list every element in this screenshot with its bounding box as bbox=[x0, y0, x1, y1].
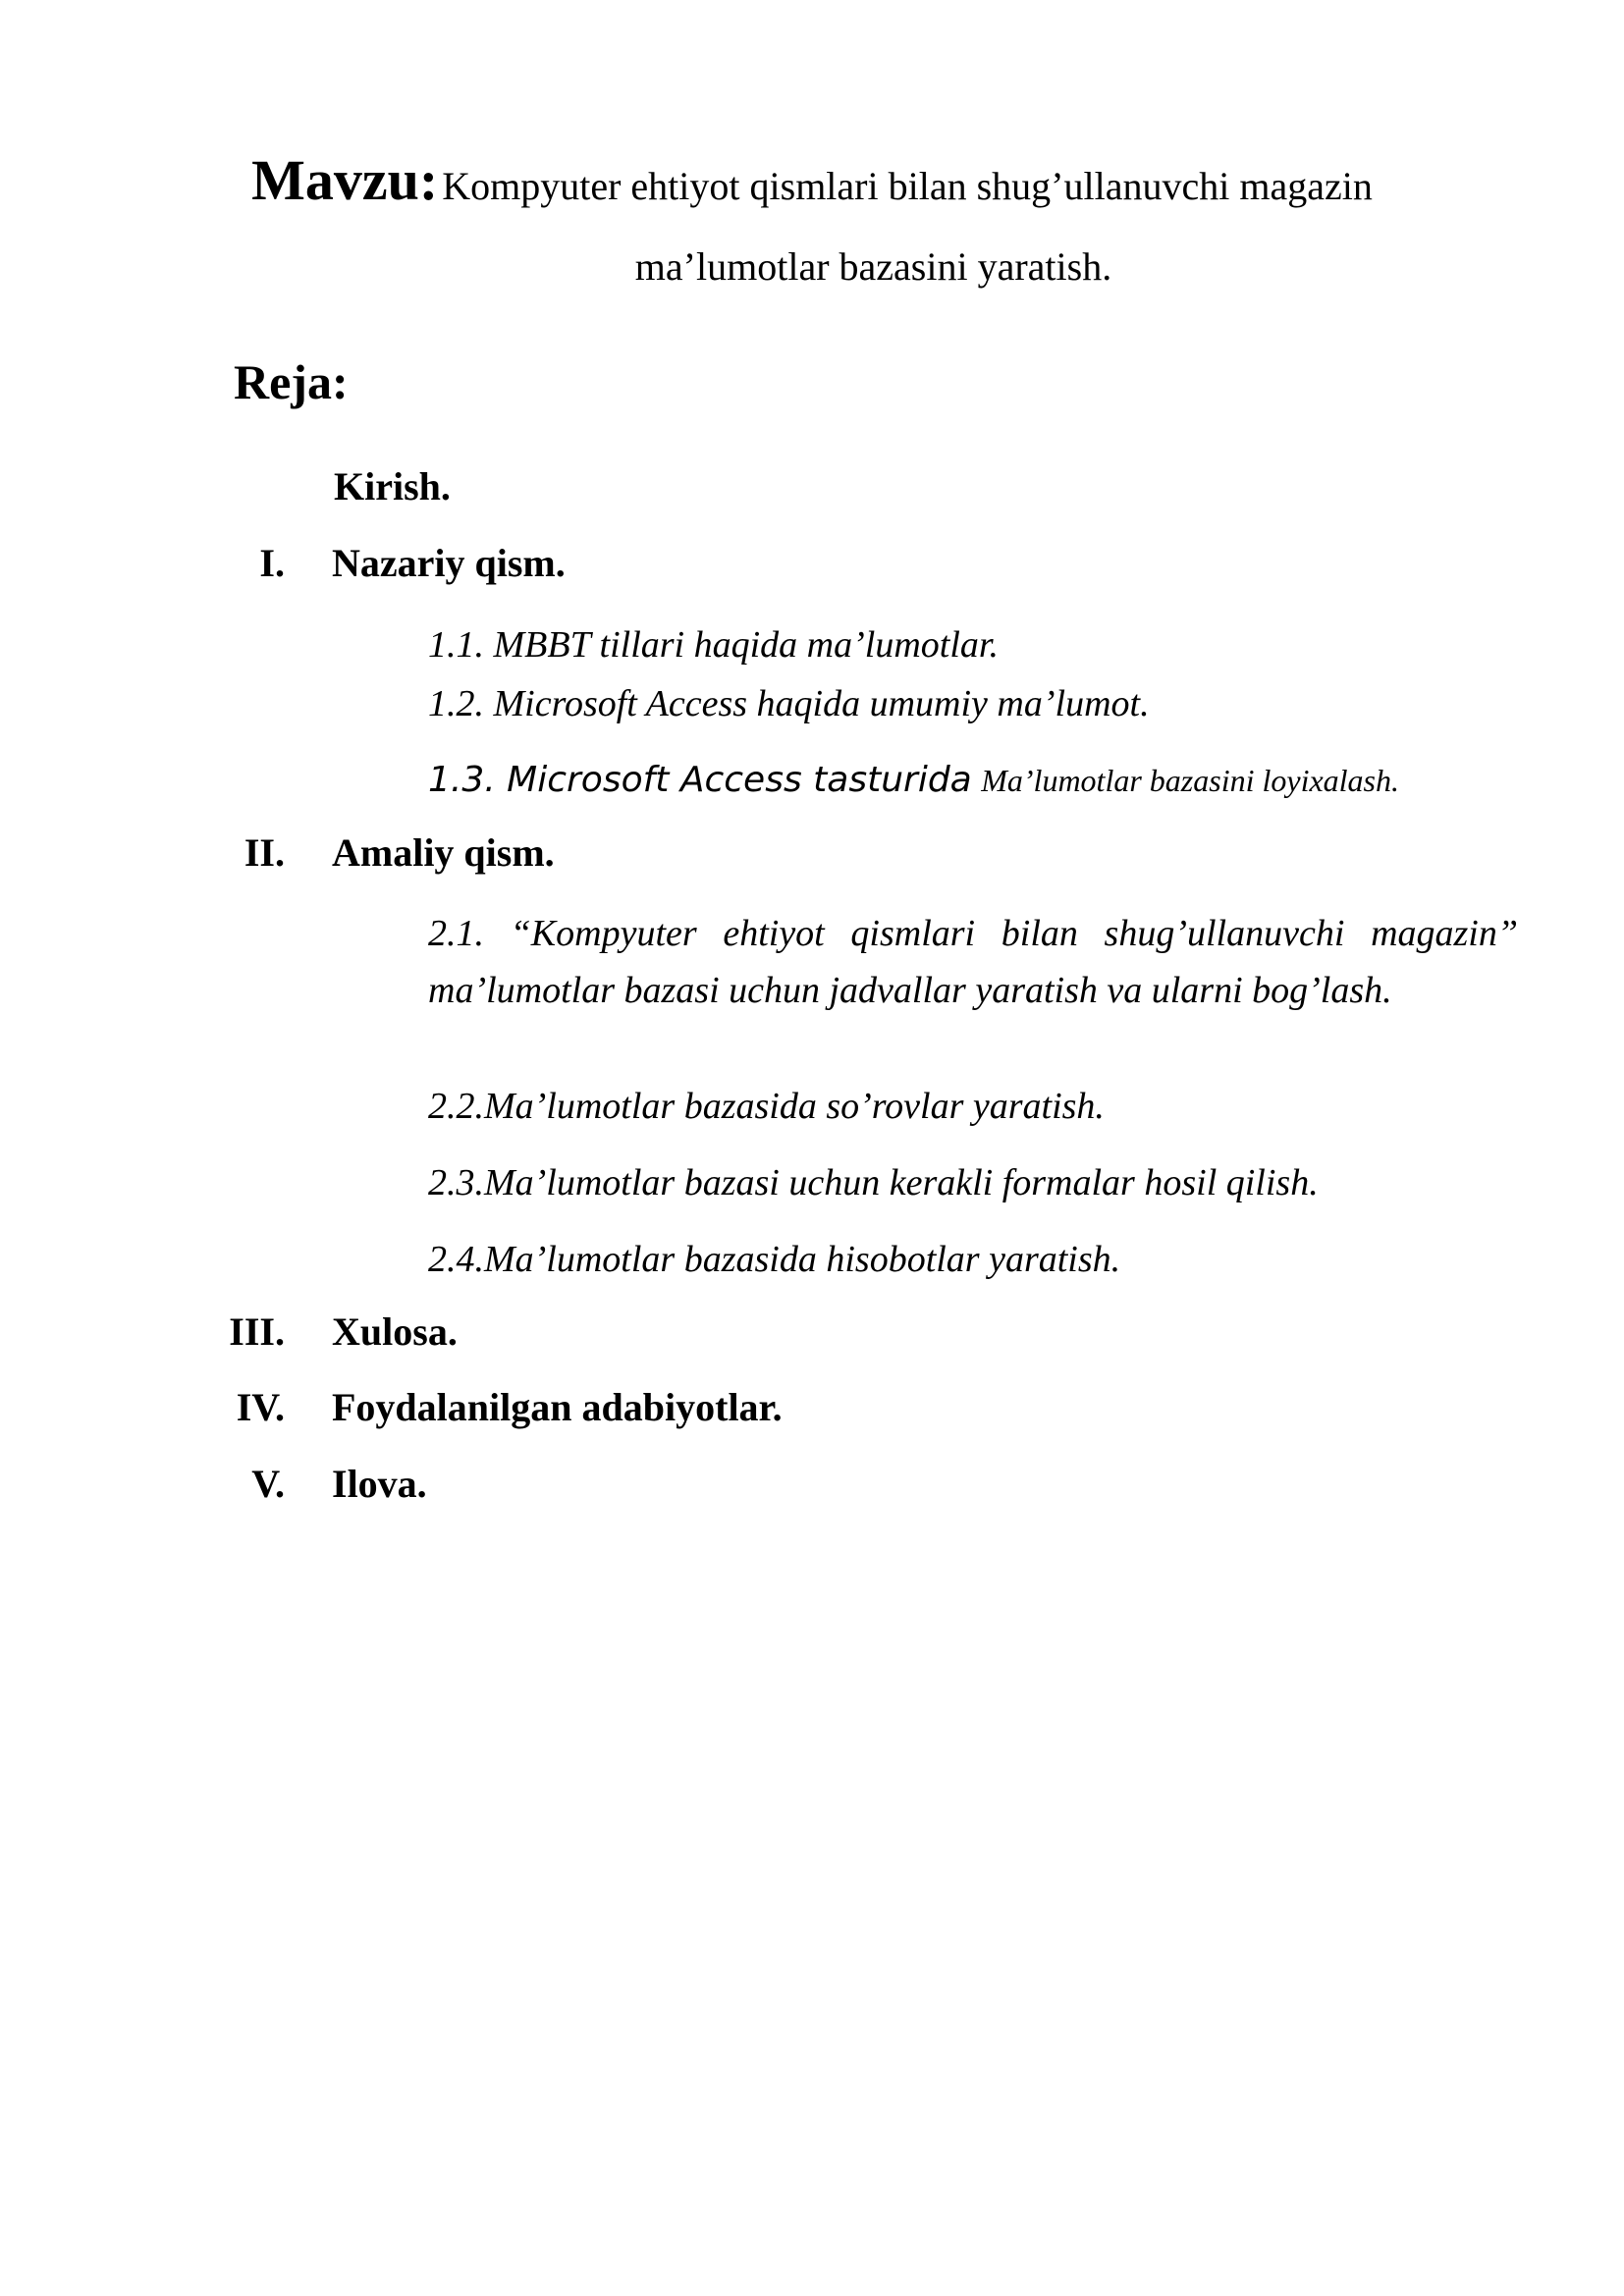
title-text-line-1: Kompyuter ehtiyot qismlari bilan shug’ullanuvchi magazin bbox=[442, 164, 1373, 208]
section-numeral: I. bbox=[259, 541, 285, 585]
section-label: Xulosa. bbox=[332, 1309, 458, 1354]
section-numeral: IV. bbox=[236, 1385, 285, 1429]
subsection-item: 2.2.Ma’lumotlar bazasida so’rovlar yaratish. bbox=[428, 1086, 1105, 1127]
subsection-item: 2.4.Ma’lumotlar bazasida hisobotlar yaratish. bbox=[428, 1239, 1121, 1280]
section-label: Ilova. bbox=[332, 1462, 427, 1506]
title-text-line-2: ma’lumotlar bazasini yaratish. bbox=[634, 244, 1112, 289]
section-label: Nazariy qism. bbox=[332, 541, 566, 585]
section-numeral: V. bbox=[251, 1462, 285, 1506]
title-line-1 bbox=[0, 147, 1624, 213]
subsection-item bbox=[428, 751, 1518, 809]
subsection-item: 1.2. Microsoft Access haqida umumiy ma’lumot. bbox=[428, 683, 1150, 724]
subsection-tail: Ma’lumotlar bazasini loyixalash. bbox=[981, 763, 1399, 798]
plan-heading: Reja: bbox=[234, 354, 349, 409]
title-label: Mavzu: bbox=[251, 148, 439, 212]
section-label: Foydalanilgan adabiyotlar. bbox=[332, 1385, 783, 1429]
subsection-item: 1.1. MBBT tillari haqida ma’lumotlar. bbox=[428, 624, 999, 666]
outline-intro: Kirish. bbox=[334, 464, 451, 508]
subsection-item: 2.1. “Kompyuter ehtiyot qismlari bilan shug’ullanuvchi magazin” ma’lumotlar bazasi uchun jadvallar yaratish va ularni bog’lash. bbox=[428, 913, 1518, 1011]
section-numeral: III. bbox=[229, 1309, 285, 1354]
subsection-lead: 1.3. Microsoft Access tasturida bbox=[428, 760, 972, 800]
section-numeral: II. bbox=[244, 830, 285, 875]
section-label: Amaliy qism. bbox=[332, 830, 555, 875]
subsection-item: 2.3.Ma’lumotlar bazasi uchun kerakli formalar hosil qilish. bbox=[428, 1162, 1319, 1203]
